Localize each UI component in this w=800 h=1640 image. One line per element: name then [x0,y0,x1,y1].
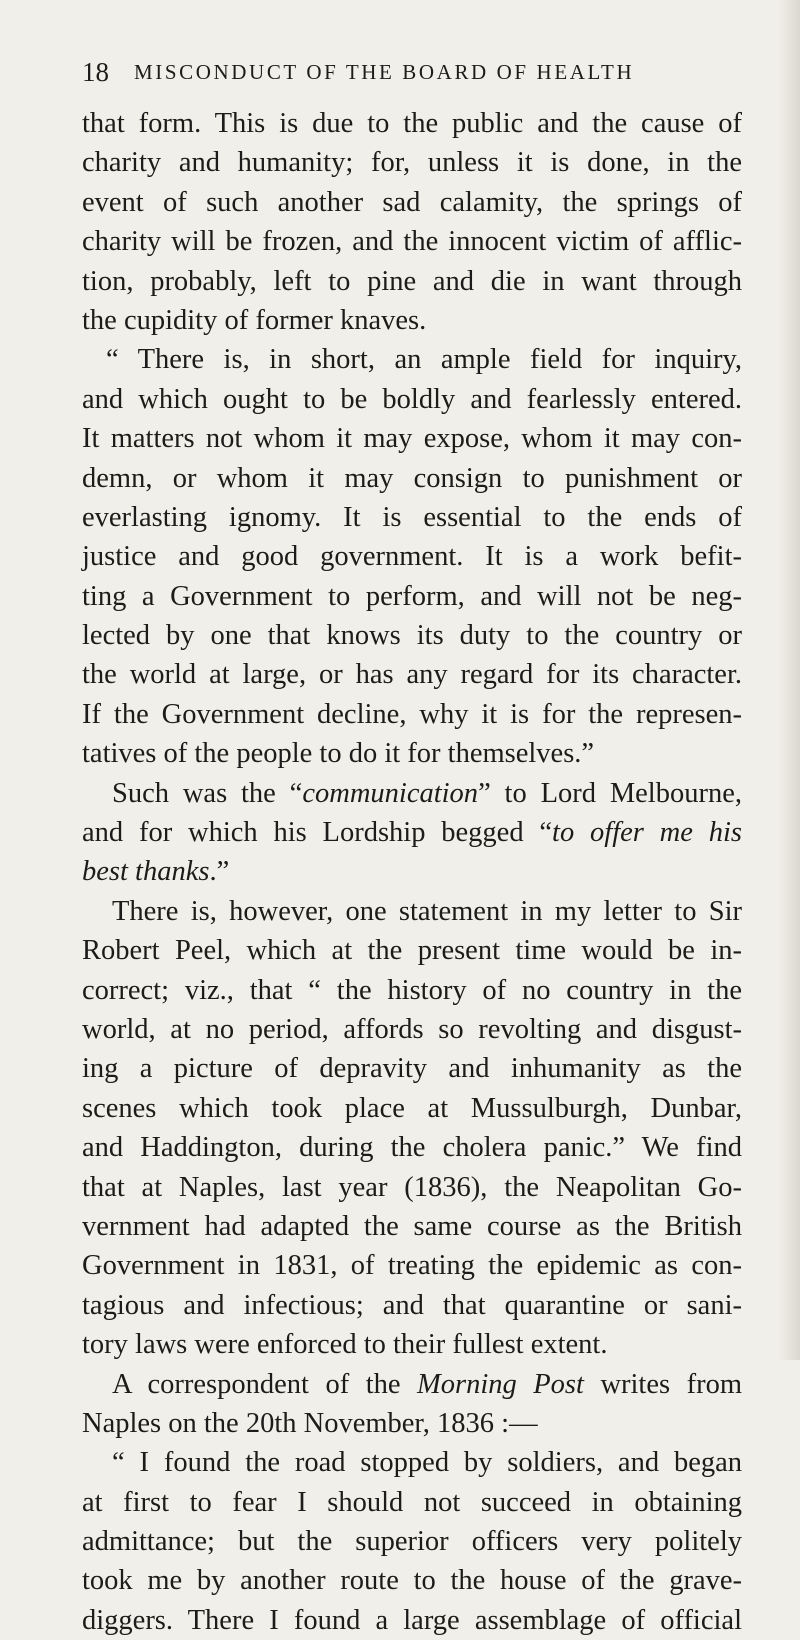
text-line: It matters not whom it may expose, whom it may con- [82,423,742,455]
text-line [82,813,742,852]
text-line: Naples on the 20th November, 1836 :— [82,1407,538,1439]
text-line: at first to fear I should not succeed in obtaining [82,1486,742,1518]
text-line: Robert Peel, which at the present time would be in- [82,935,742,967]
italic-text: communication [302,777,479,809]
text-line: took me by another route to the house of the grave- [82,1565,742,1597]
text-line: Government in 1831, of treating the epidemic as con- [82,1250,742,1282]
text-line: admittance; but the superior officers very politely [82,1526,742,1558]
text-line [82,1365,742,1404]
text-line: the cupidity of former knaves. [82,304,427,336]
running-head [82,52,722,92]
italic-text: best thanks [82,856,210,888]
text-line: ing a picture of depravity and inhumanity as the [82,1053,742,1085]
text-line: “ I found the road stopped by soldiers, and began [112,1447,742,1479]
text-segment: ” to Lord Melbourne, [478,777,742,809]
text-segment: writes from [583,1368,742,1400]
text-line: lected by one that knows its duty to the country or [82,620,742,652]
text-line: event of such another sad calamity, the springs of [82,186,742,218]
text-line: tion, probably, left to pine and die in want through [82,265,742,297]
text-segment: Such was the “ [112,777,303,809]
text-line: world, at no period, affords so revolting and disgust- [82,1013,742,1045]
text-line: There is, however, one statement in my letter to Sir [112,895,742,927]
text-segment: .” [209,856,230,888]
body-text [82,104,742,1640]
running-head-title: MISCONDUCT OF THE BOARD OF HEALTH [134,60,635,84]
text-line: “ There is, in short, an ample field for inquiry, [106,344,742,376]
text-line: diggers. There I found a large assemblage of official [82,1604,742,1636]
text-line [82,774,742,813]
text-line: that form. This is due to the public and the cause of [82,108,742,139]
italic-text: to offer me his [552,817,742,849]
text-line: charity and humanity; for, unless it is done, in the [82,147,742,179]
text-segment: and for which his Lordship begged “ [82,817,553,849]
text-line: charity will be frozen, and the innocent victim of afflic- [82,226,742,258]
text-line: correct; viz., that “ the history of no country in the [82,974,742,1006]
text-line: tagious and infectious; and that quarantine or sani- [82,1289,742,1321]
text-line: demn, or whom it may consign to punishment or [82,462,742,494]
page-edge-shadow [778,0,800,1360]
text-line: and Haddington, during the cholera panic.” We find [82,1132,742,1164]
text-line: If the Government decline, why it is for the represen- [82,698,742,730]
text-line: justice and good government. It is a work befit- [82,541,742,573]
text-line: tory laws were enforced to their fullest extent. [82,1329,608,1361]
text-line: vernment had adapted the same course as the British [82,1210,742,1242]
text-line: tatives of the people to do it for themselves.” [82,738,595,770]
text-line: scenes which took place at Mussulburgh, Dunbar, [82,1092,742,1124]
italic-text: Morning Post [417,1368,584,1400]
text-line: that at Naples, last year (1836), the Neapolitan Go- [82,1171,742,1203]
text-line: everlasting ignomy. It is essential to the ends of [82,501,742,533]
text-line [82,852,742,891]
page-number: 18 [82,57,109,87]
text-line: ting a Government to perform, and will not be neg- [82,580,742,612]
text-line: and which ought to be boldly and fearlessly entered. [82,383,742,415]
text-line: the world at large, or has any regard for its character. [82,659,742,691]
text-segment: A correspondent of the [112,1368,418,1400]
